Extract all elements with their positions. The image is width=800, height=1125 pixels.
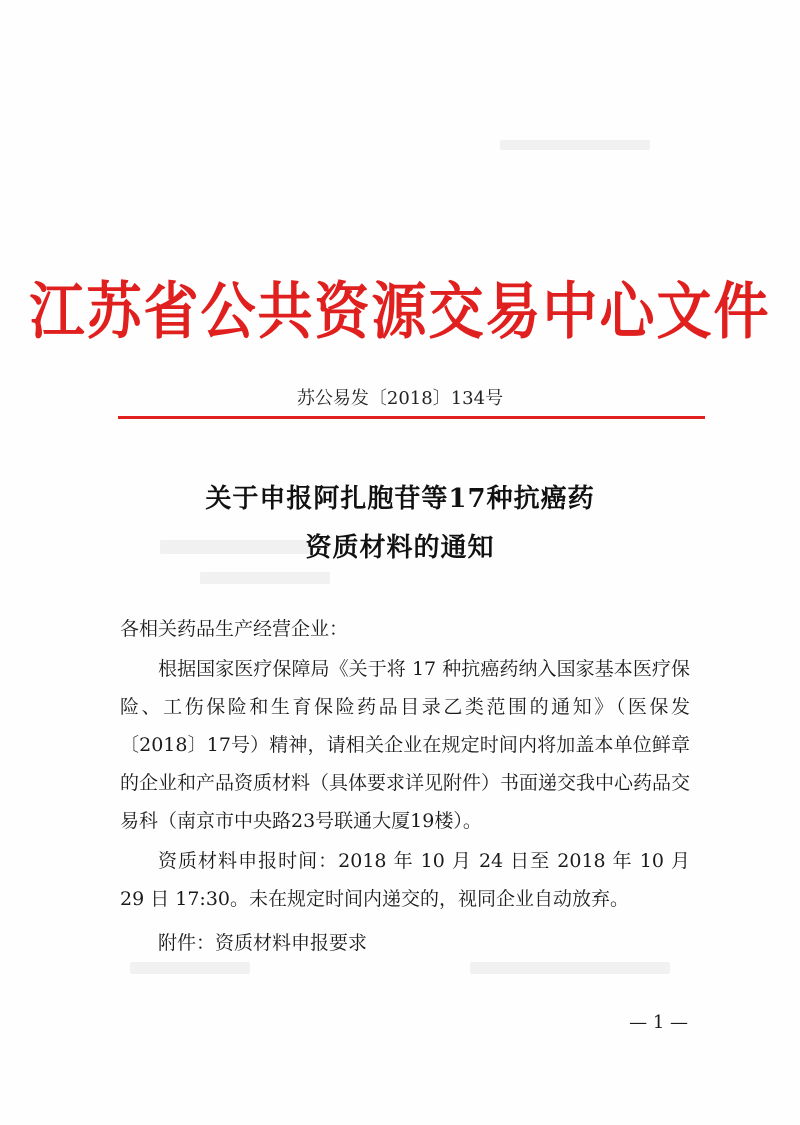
red-separator-line <box>118 416 705 419</box>
addressee: 各相关药品生产经营企业： <box>120 618 349 640</box>
document-number: 苏公易发〔2018〕134号 <box>296 388 504 409</box>
notice-title-line-2: 资质材料的通知 <box>305 533 495 563</box>
body-paragraph-basis: 根据国家医疗保障局《关于将 17 种抗癌药纳入国家基本医疗保险、工伤保险和生育保险药品目录乙类范围的通知》（医保发〔2018〕17号）精神，请相关企业在规定时间内将加盖本单位鲜章的企业和产品资质材料（具体要求详见附件）书面递交我中心药品交易科（南京市中央路23号联通大厦19楼）。 <box>120 658 691 832</box>
notice-title-line-1: 关于申报阿扎胞苷等17种抗癌药 <box>205 484 595 514</box>
issuer-masthead: 江苏省公共资源交易中心文件 <box>29 275 771 348</box>
bleed-through-mark <box>200 572 330 584</box>
attachment-note: 附件：资质材料申报要求 <box>158 932 368 954</box>
bleed-through-mark <box>130 962 250 974</box>
page-number: — 1 — <box>629 1012 688 1033</box>
body-paragraph-deadline: 资质材料申报时间：2018 年 10 月 24 日至 2018 年 10 月 29 日 17:30。未在规定时间内递交的，视同企业自动放弃。 <box>120 850 690 910</box>
bleed-through-mark <box>470 962 670 974</box>
bleed-through-mark <box>500 140 650 150</box>
